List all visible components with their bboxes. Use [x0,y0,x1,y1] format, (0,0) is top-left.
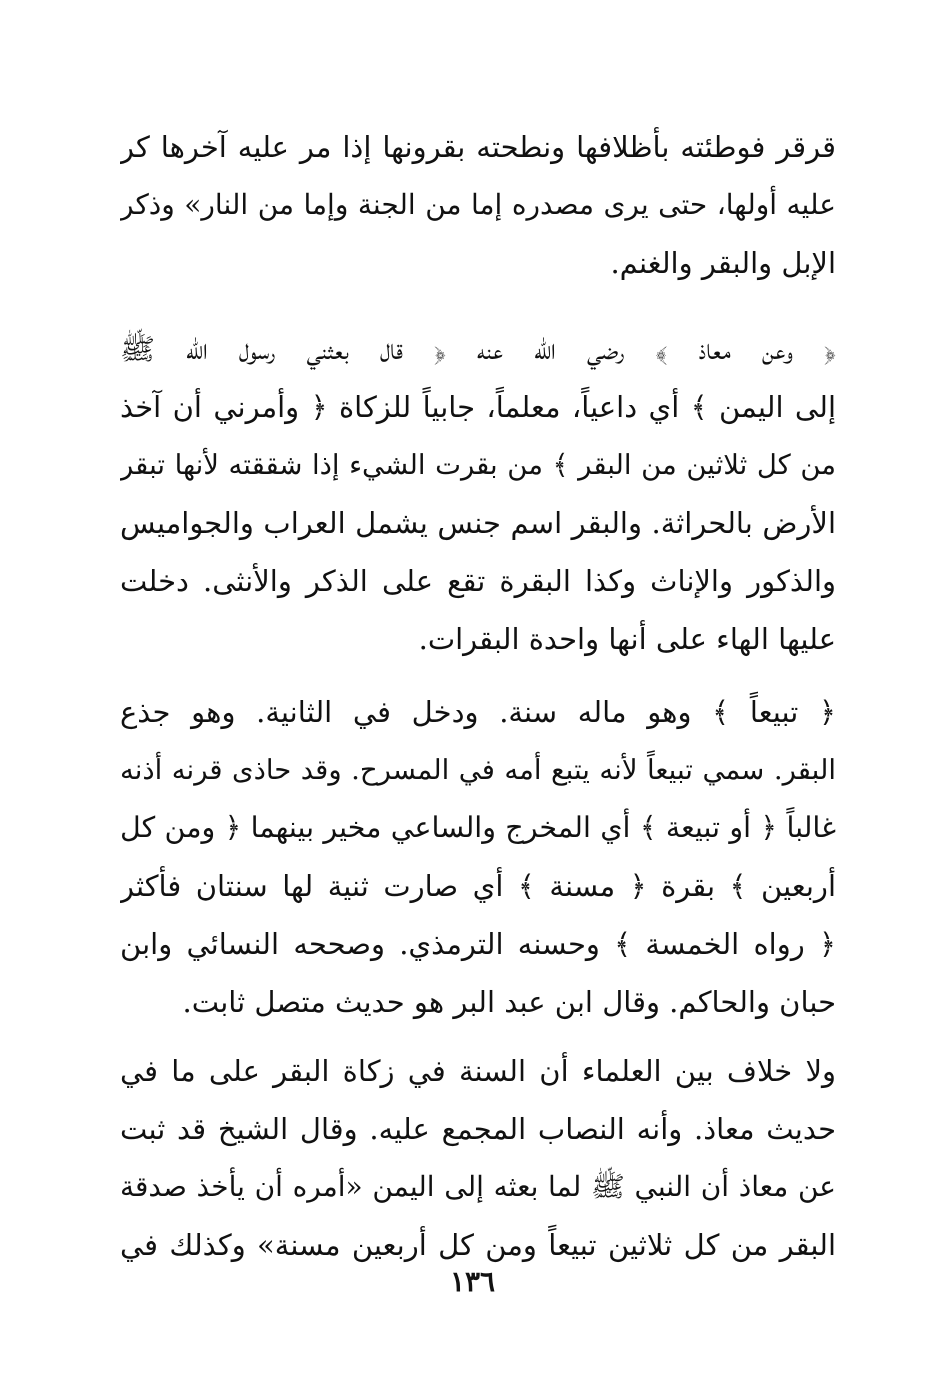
text-line: غالباً ﴿ أو تبيعة ﴾ أي المخرج والساعي مخير بينهما ﴿ ومن كل [120,811,836,844]
text-line: البقر. سمي تبيعاً لأنه يتبع أمه في المسرح. وقد حاذى قرنه أذنه [120,754,836,786]
text-line: من كل ثلاثين من البقر ﴾ من بقرت الشيء إذا شققته لأنها تبقر [120,449,836,481]
text-line: أربعين ﴾ بقرة ﴿ مسنة ﴾ أي صارت ثنية لها سنتان فأكثر [120,869,836,903]
text-line: الإبل والبقر والغنم. [610,246,836,280]
text-line: عليها الهاء على أنها واحدة البقرات. [418,622,836,656]
page-number: ١٣٦ [449,1265,496,1298]
text-line: حبان والحاكم. وقال ابن عبد البر هو حديث متصل ثابت. [182,985,836,1019]
text-line: ﴿ وعن معاذ ﴾ رضي الله عنه ﴿ قال بعثني رسول الله ﷺ [120,332,836,366]
paragraph-1 [120,118,836,292]
text-line: ﴿ رواه الخمسة ﴾ وحسنه الترمذي. وصححه النسائي وابن [120,927,836,961]
paragraph-3 [120,683,836,1031]
paragraph-4 [120,1042,836,1274]
text-line: ﴿ تبيعاً ﴾ وهو ماله سنة. ودخل في الثانية. وهو جذع [120,695,836,729]
text-line: إلى اليمن ﴾ أي داعياً، معلماً، جابياً للزكاة ﴿ وأمرني أن آخذ [120,390,836,424]
text-line: عليه أولها، حتى يرى مصدره إما من الجنة وإما من النار» وذكر [120,188,836,221]
text-line: البقر من كل ثلاثين تبيعاً ومن كل أربعين مسنة» وكذلك في [120,1228,836,1262]
text-line: ولا خلاف بين العلماء أن السنة في زكاة البقر على ما في [120,1054,836,1088]
text-line: حديث معاذ. وأنه النصاب المجمع عليه. وقال الشيخ قد ثبت [120,1112,836,1146]
text-line: والذكور والإناث وكذا البقرة تقع على الذكر والأنثى. دخلت [120,564,836,598]
text-line: قرقر فوطئته بأظلافها ونطحته بقرونها إذا مر عليه آخرها كر [120,130,836,164]
text-line: الأرض بالحراثة. والبقر اسم جنس يشمل العراب والجواميس [120,506,836,540]
paragraph-2 [120,320,836,668]
text-line: عن معاذ أن النبي ﷺ لما بعثه إلى اليمن «أمره أن يأخذ صدقة [120,1170,836,1203]
